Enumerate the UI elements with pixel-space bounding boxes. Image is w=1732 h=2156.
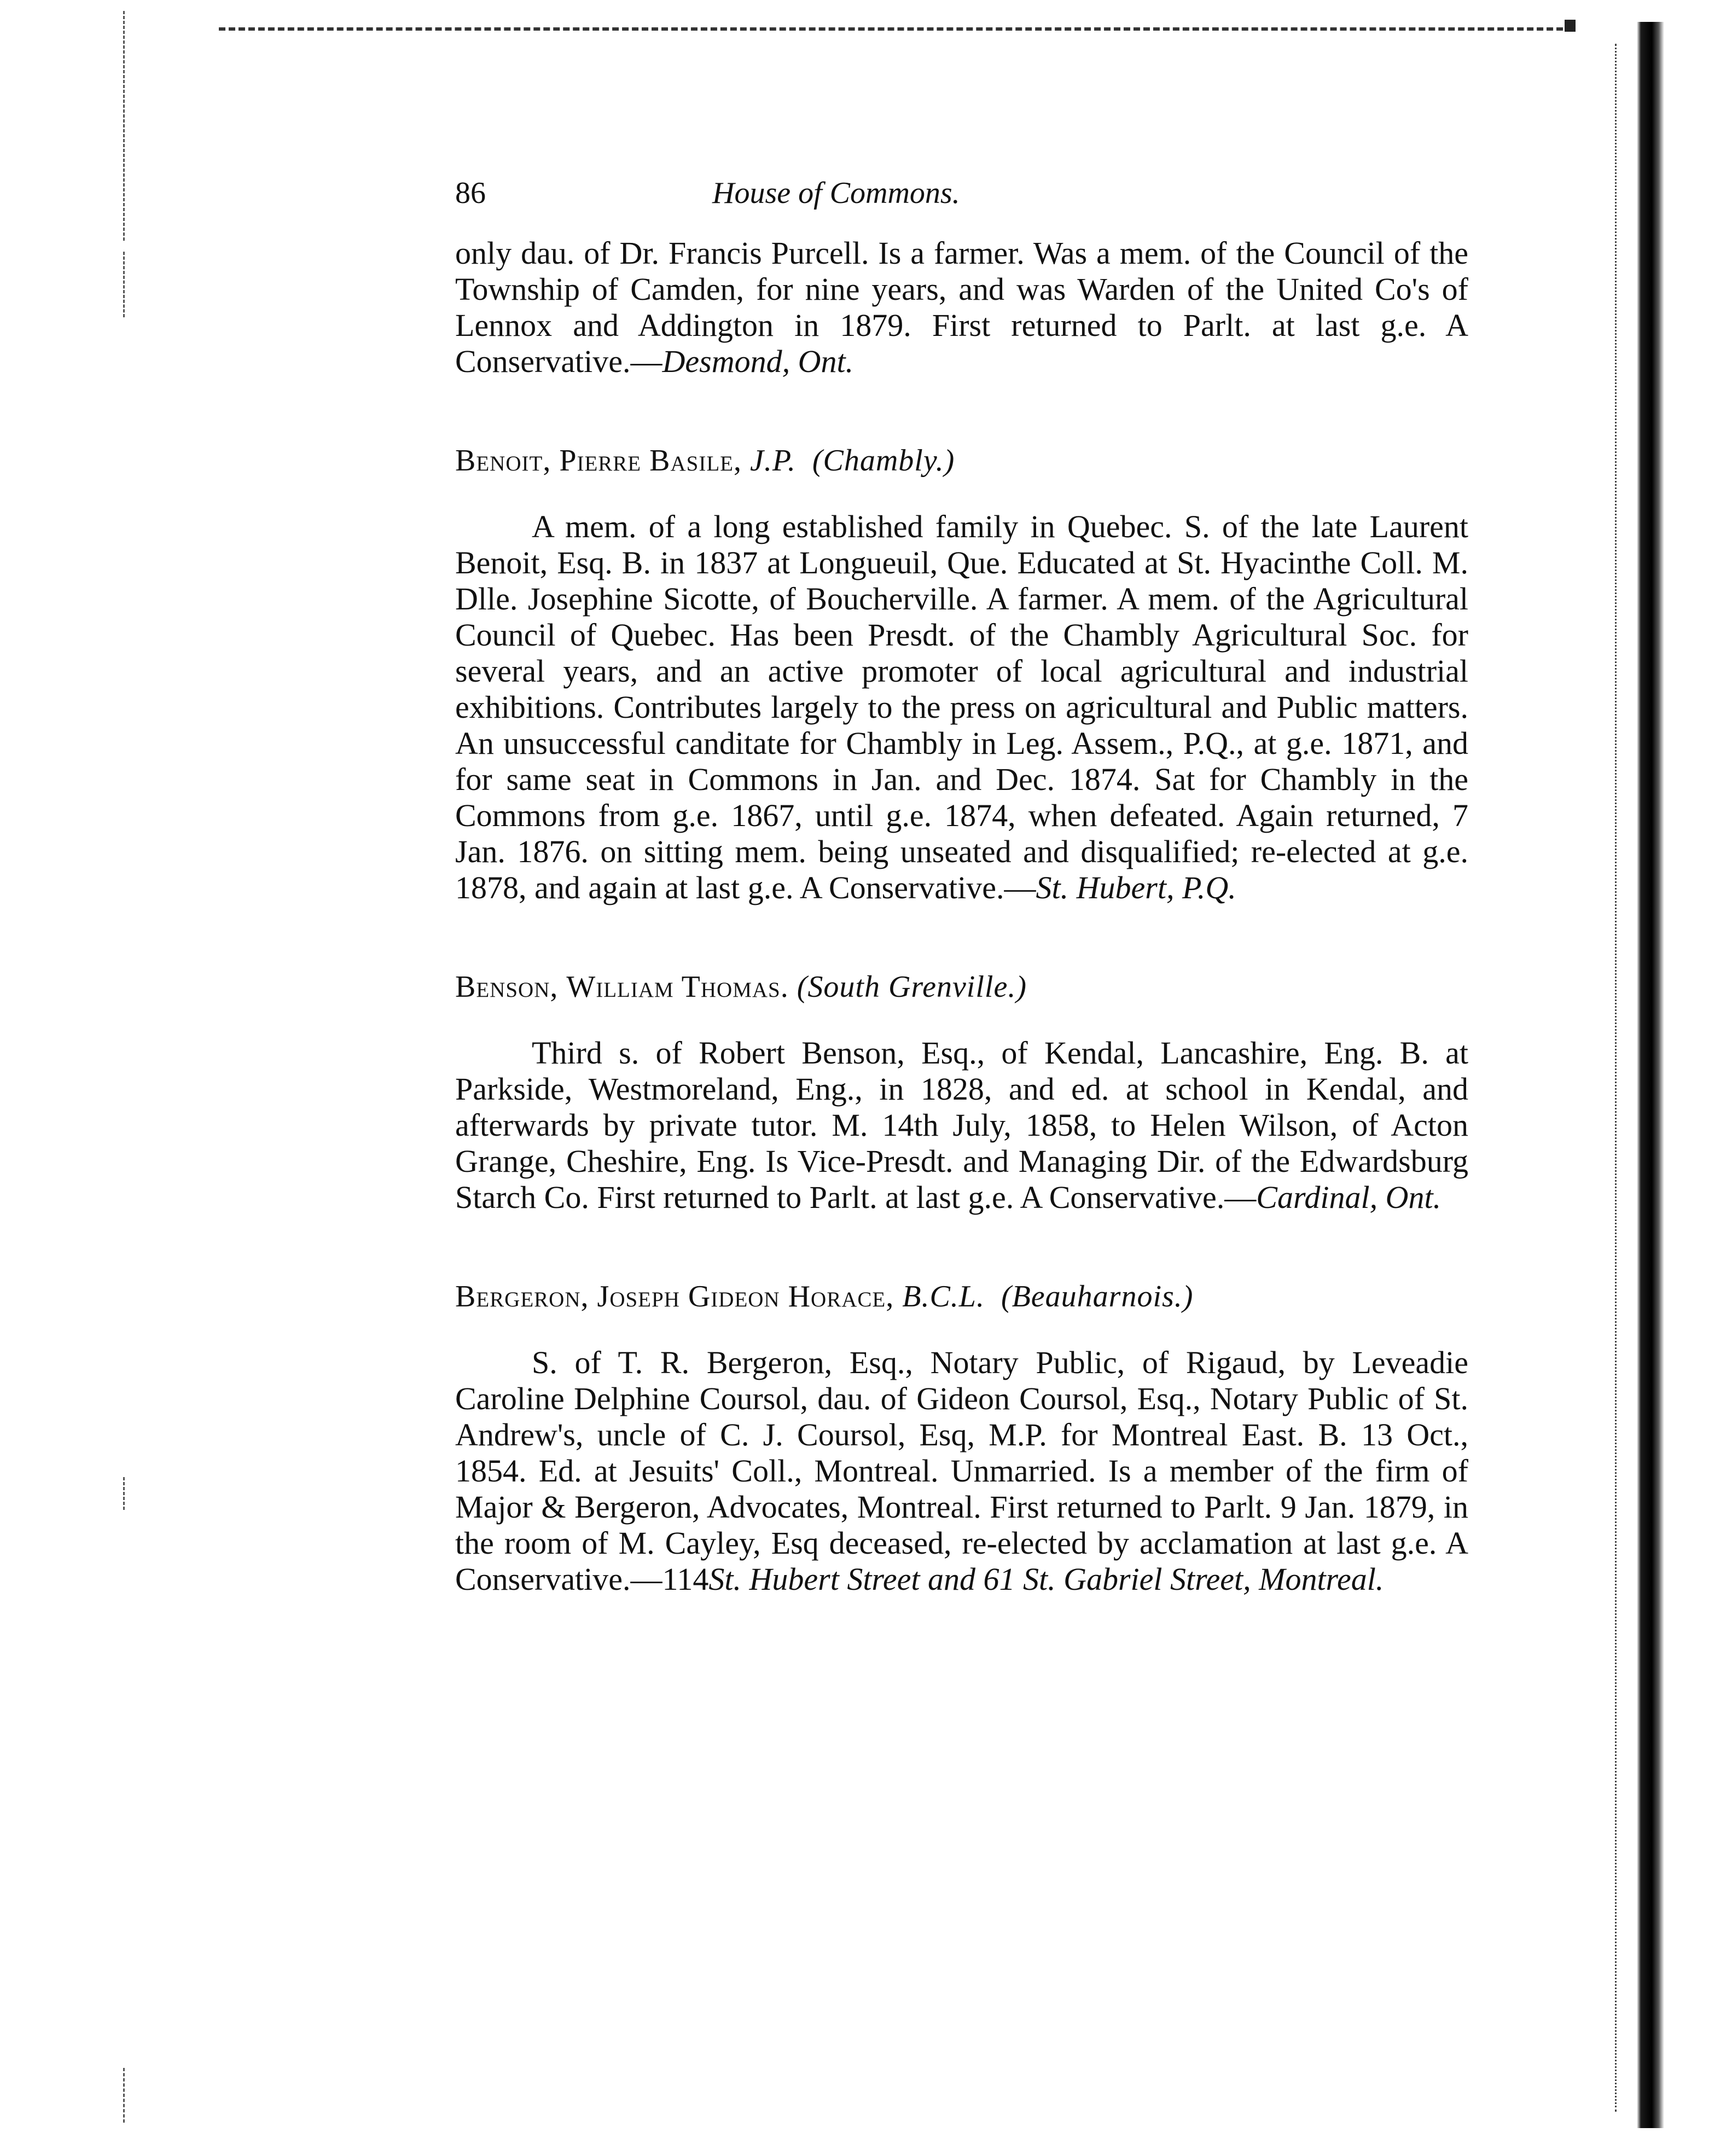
text-column <box>455 175 1468 1597</box>
top-dashed-rule <box>219 27 1573 31</box>
entry-body <box>455 1345 1468 1597</box>
entry-heading <box>455 969 1468 1005</box>
intro-paragraph <box>455 235 1468 380</box>
entry-constituency: (Chambly.) <box>812 444 955 478</box>
left-margin-mark <box>123 252 125 317</box>
entry-heading <box>455 1279 1468 1315</box>
entry-body-text: A mem. of a long established family in Quebec. S. of the late Laurent Benoit, Esq. B. in 1837 at Longueuil, Que. Educated at St. Hyacinthe Coll. M. Dlle. Josephine Sicotte, of Boucherville. A farmer. A mem. of the Agricultural Council of Quebec. Has been Presdt. of the Chambly Agricultural Soc. for several years, and an active promoter of local agricultural and industrial exhibitions. Contributes largely to the press on agricultural and Public matters. An unsuccessful canditate for Chambly in Leg. Assem., P.Q., at g.e. 1871, and for same seat in Commons in Jan. and Dec. 1874. Sat for Chambly in the Commons from g.e. 1867, until g.e. 1874, when defeated. Again returned, 7 Jan. 1876. on sitting mem. being unseated and disqualified; re-elected at g.e. 1878, and again at last g.e. A Conservative.— <box>455 509 1468 905</box>
entry-title: B.C.L. <box>902 1280 985 1314</box>
entry-constituency: (Beauharnois.) <box>1001 1280 1194 1314</box>
entry-address: St. Hubert Street and 61 St. Gabriel Street, Montreal. <box>708 1561 1384 1597</box>
entry-given-names: William Thomas. <box>566 970 789 1004</box>
entry-address: Cardinal, Ont. <box>1256 1179 1442 1215</box>
running-title: House of Commons. <box>712 176 960 210</box>
page-number: 86 <box>455 176 486 210</box>
page-edge-speckle <box>1615 44 1624 2112</box>
entry-constituency: (South Grenville.) <box>797 970 1027 1004</box>
left-margin-mark <box>123 2068 125 2123</box>
entry-body <box>455 509 1468 906</box>
entry-body <box>455 1035 1468 1216</box>
intro-address: Desmond, Ont. <box>662 344 854 379</box>
entry-given-names: Pierre Basile, <box>559 444 742 478</box>
entry-surname: Benson, <box>455 970 559 1004</box>
page-binding-edge <box>1637 22 1664 2128</box>
intro-text: only dau. of Dr. Francis Purcell. Is a farmer. Was a mem. of the Council of the Township of Camden, for nine years, and was Warden of the United Co's of Lennox and Addington in 1879. First returned to Parlt. at last g.e. A Conservative.— <box>455 235 1468 379</box>
entry-surname: Bergeron, <box>455 1280 589 1314</box>
entry-surname: Benoit, <box>455 444 551 478</box>
entry-given-names: Joseph Gideon Horace, <box>597 1280 894 1314</box>
left-margin-mark <box>123 1477 125 1510</box>
left-margin-mark <box>123 11 125 241</box>
entry-address: St. Hubert, P.Q. <box>1036 870 1236 905</box>
entry-body-text: S. of T. R. Bergeron, Esq., Notary Public, of Rigaud, by Leveadie Caroline Delphine Coursol, dau. of Gideon Coursol, Esq., Notary Public of St. Andrew's, uncle of C. J. Coursol, Esq, M.P. for Montreal East. B. 13 Oct., 1854. Ed. at Jesuits' Coll., Montreal. Unmarried. Is a member of the firm of Major & Bergeron, Advocates, Montreal. First returned to Parlt. 9 Jan. 1879, in the room of M. Cayley, Esq deceased, re-elected by acclamation at last g.e. A Conservative.—114 <box>455 1345 1468 1597</box>
running-header <box>455 175 1468 219</box>
entry-body-text: Third s. of Robert Benson, Esq., of Kendal, Lancashire, Eng. B. at Parkside, Westmoreland, Eng., in 1828, and ed. at school in Kendal, and afterwards by private tutor. M. 14th July, 1858, to Helen Wilson, of Acton Grange, Cheshire, Eng. Is Vice-Presdt. and Managing Dir. of the Edwardsburg Starch Co. First returned to Parlt. at last g.e. A Conservative.— <box>455 1035 1468 1215</box>
entry-heading <box>455 443 1468 479</box>
entry-title: J.P. <box>749 444 796 478</box>
top-rule-end-mark <box>1565 20 1576 32</box>
